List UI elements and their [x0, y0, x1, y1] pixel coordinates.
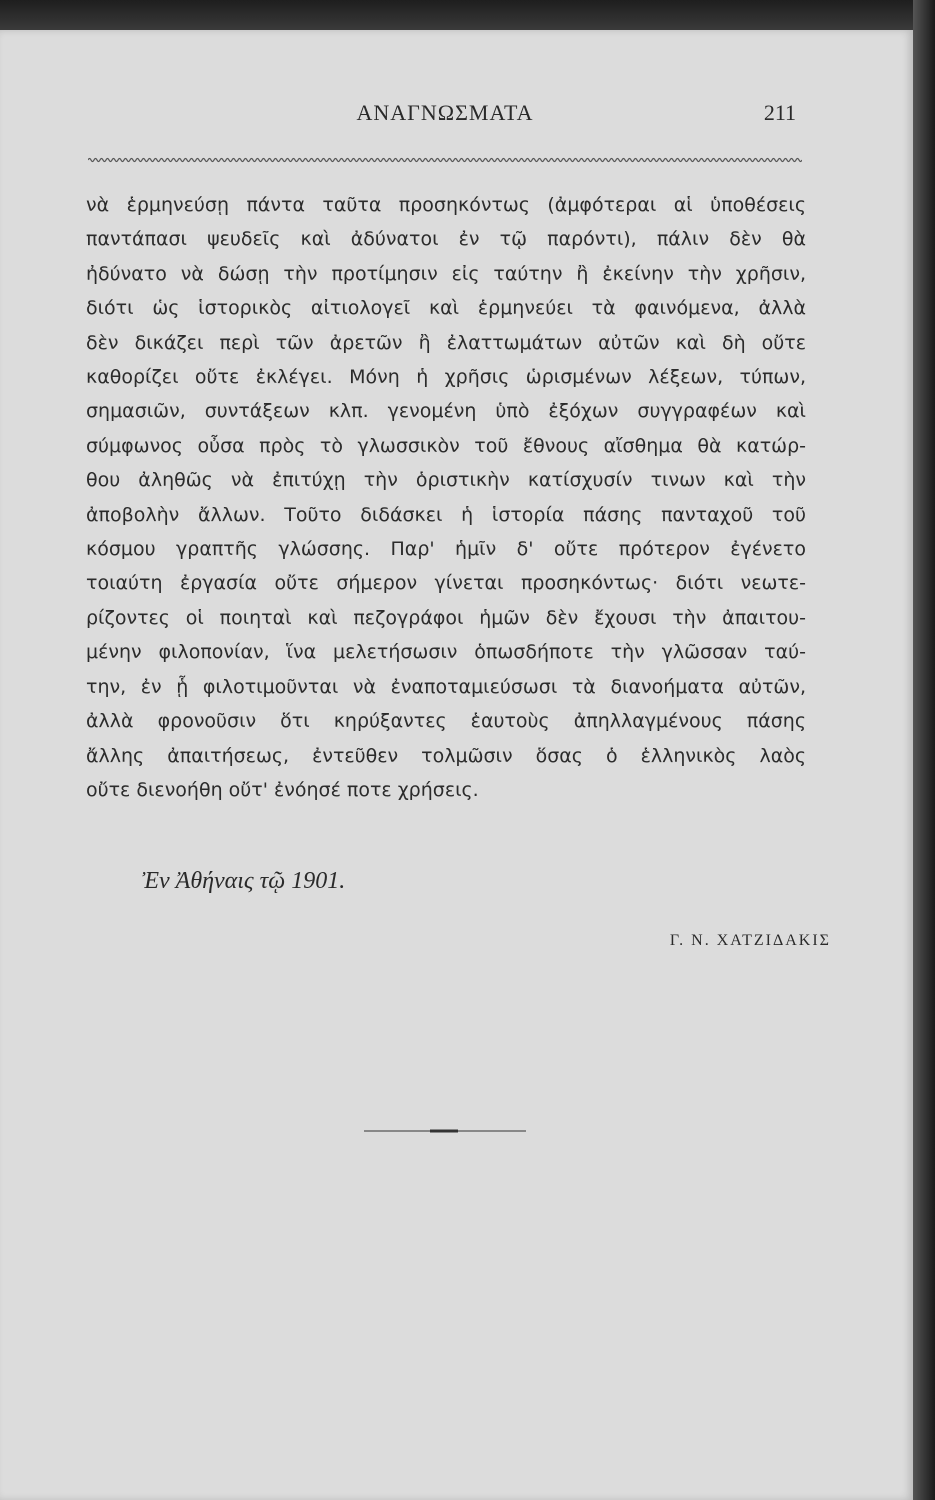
- body-text: [86, 188, 806, 807]
- text-line: παντάπασι ψευδεῖς καὶ ἀδύνατοι ἐν τῷ παρόντι), πάλιν δὲν θὰ: [86, 228, 806, 251]
- text-line: σύμφωνος οὖσα πρὸς τὸ γλωσσικὸν τοῦ ἔθνους αἴσθημα θὰ κατώρ-: [86, 434, 806, 457]
- wavy-rule: [88, 155, 802, 165]
- text-line: ἀλλὰ φρονοῦσιν ὅτι κηρύξαντες ἑαυτοὺς ἀπηλλαγμένους πάσης: [86, 710, 806, 733]
- text-line: σημασιῶν, συντάξεων κλπ. γενομένη ὑπὸ ἐξόχων συγγραφέων καὶ: [86, 400, 806, 423]
- text-line: δὲν δικάζει περὶ τῶν ἀρετῶν ἢ ἐλαττωμάτων αὐτῶν καὶ δὴ οὔτε: [86, 331, 806, 354]
- scan-border-right: [913, 0, 935, 1500]
- page-number: 211: [763, 100, 796, 125]
- text-line: κόσμου γραπτῆς γλώσσης. Παρ' ἡμῖν δ' οὔτε πρότερον ἐγένετο: [86, 538, 806, 561]
- text-line: θου ἀληθῶς νὰ ἐπιτύχῃ τὴν ὁριστικὴν κατίσχυσίν τινων καὶ τὴν: [86, 469, 806, 492]
- end-ornament-rule: [364, 1128, 526, 1134]
- dateline: Ἐν Ἀθήναις τῷ 1901.: [142, 868, 346, 894]
- text-line: ρίζοντες οἱ ποιηταὶ καὶ πεζογράφοι ἡμῶν δὲν ἔχουσι τὴν ἀπαιτου-: [86, 606, 806, 629]
- text-line-last: οὔτε διενοήθη οὔτ' ἐνόησέ ποτε χρήσεις.: [86, 778, 479, 801]
- author-signature: Γ. Ν. ΧΑΤΖΙΔΑΚΙΣ: [669, 932, 831, 949]
- text-line: την, ἐν ᾗ φιλοτιμοῦνται νὰ ἐναποταμιεύσωσι τὰ διανοήματα αὐτῶν,: [86, 675, 806, 698]
- running-title: ΑΝΑΓΝΩΣΜΑΤΑ: [356, 100, 534, 125]
- text-line: ἀποβολὴν ἄλλων. Τοῦτο διδάσκει ἡ ἱστορία πάσης πανταχοῦ τοῦ: [86, 503, 806, 526]
- text-line: τοιαύτη ἐργασία οὔτε σήμερον γίνεται προσηκόντως· διότι νεωτε-: [86, 572, 806, 595]
- page-header: [88, 100, 802, 130]
- text-line: ἠδύνατο νὰ δώσῃ τὴν προτίμησιν εἰς ταύτην ἢ ἐκείνην τὴν χρῆσιν,: [86, 262, 806, 285]
- text-line: μένην φιλοπονίαν, ἵνα μελετήσωσιν ὁπωσδήποτε τὴν γλῶσσαν ταύ-: [86, 641, 806, 664]
- scan-border-top: [0, 0, 935, 30]
- text-line: διότι ὡς ἱστορικὸς αἰτιολογεῖ καὶ ἑρμηνεύει τὰ φαινόμενα, ἀλλὰ: [86, 297, 806, 320]
- text-line: ἄλλης ἀπαιτήσεως, ἐντεῦθεν τολμῶσιν ὅσας ὁ ἑλληνικὸς λαὸς: [86, 744, 806, 767]
- text-line: νὰ ἑρμηνεύσῃ πάντα ταῦτα προσηκόντως (ἀμφότεραι αἱ ὑποθέσεις: [86, 194, 806, 216]
- text-line: καθορίζει οὔτε ἐκλέγει. Μόνη ἡ χρῆσις ὡρισμένων λέξεων, τύπων,: [86, 366, 806, 389]
